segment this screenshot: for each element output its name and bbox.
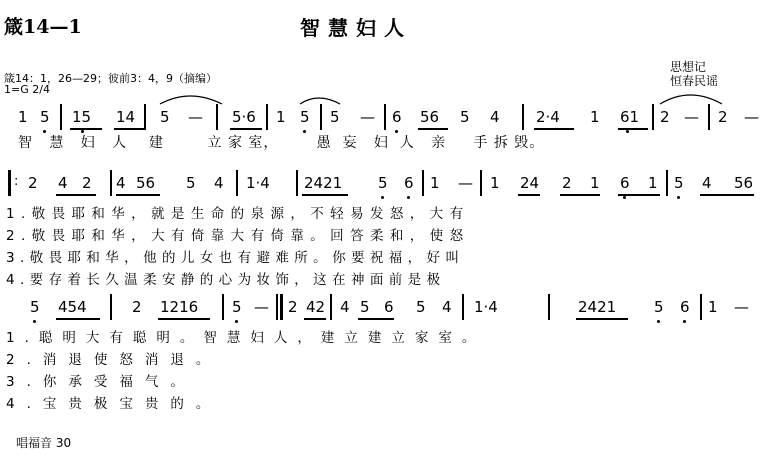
- verse-3-b: 3.你承受福气。: [6, 374, 196, 390]
- composer-credit: 恒春民谣: [670, 74, 719, 88]
- verse-2-b: 2.消退使怒消退。: [6, 352, 222, 368]
- verse-1-a: 1.敬畏耶和华，就是生命的泉源，不轻易发怒，大有: [6, 206, 470, 222]
- verse-1-b: 1.聪明大有聪明。智慧妇人，建立建立家室。: [6, 330, 486, 346]
- author-credit: 思想记: [670, 60, 707, 74]
- score-line-1: 1 5 15 14 5 — 5·6 1 5 5 — 6 56 5 4 2·4 1 61 2 — 2 —: [0, 104, 772, 132]
- verse-4-b: 4.宝贵极宝贵的。: [6, 396, 222, 412]
- key-signature: 1=G 2/4: [4, 83, 50, 96]
- source-footer: 唱福音 30: [16, 436, 72, 450]
- score-line-3: 5 454 2 1216 5 — 2 42 4 5 6 5 4 1·4 2421 5 6 1 —: [0, 294, 772, 322]
- verse-2-a: 2.敬畏耶和华，大有倚靠大有倚靠。回答柔和，使怒: [6, 228, 470, 244]
- scripture-reference: 箴14：1，26—29；彼前3：4，9（摘编）: [4, 72, 217, 85]
- verse-4-a: 4.要存着长久温柔安静的心为妆饰，这在神面前是极: [6, 272, 446, 288]
- hymn-title: 智慧妇人: [300, 16, 412, 40]
- lyric-line-1: 智 慧 妇 人 建 立 家 室， 愚 妄 妇 人 亲 手 拆 毁。: [18, 135, 545, 151]
- score-line-2: : 2 4 2 4 56 5 4 1·4 2421 5 6 1 — 1 24 2 1 6 1 5 4 56: [0, 170, 772, 198]
- hymn-number: 箴14—1: [4, 16, 82, 38]
- verse-3-a: 3.敬畏耶和华，他的儿女也有避难所。你要祝福，好叫: [6, 250, 465, 266]
